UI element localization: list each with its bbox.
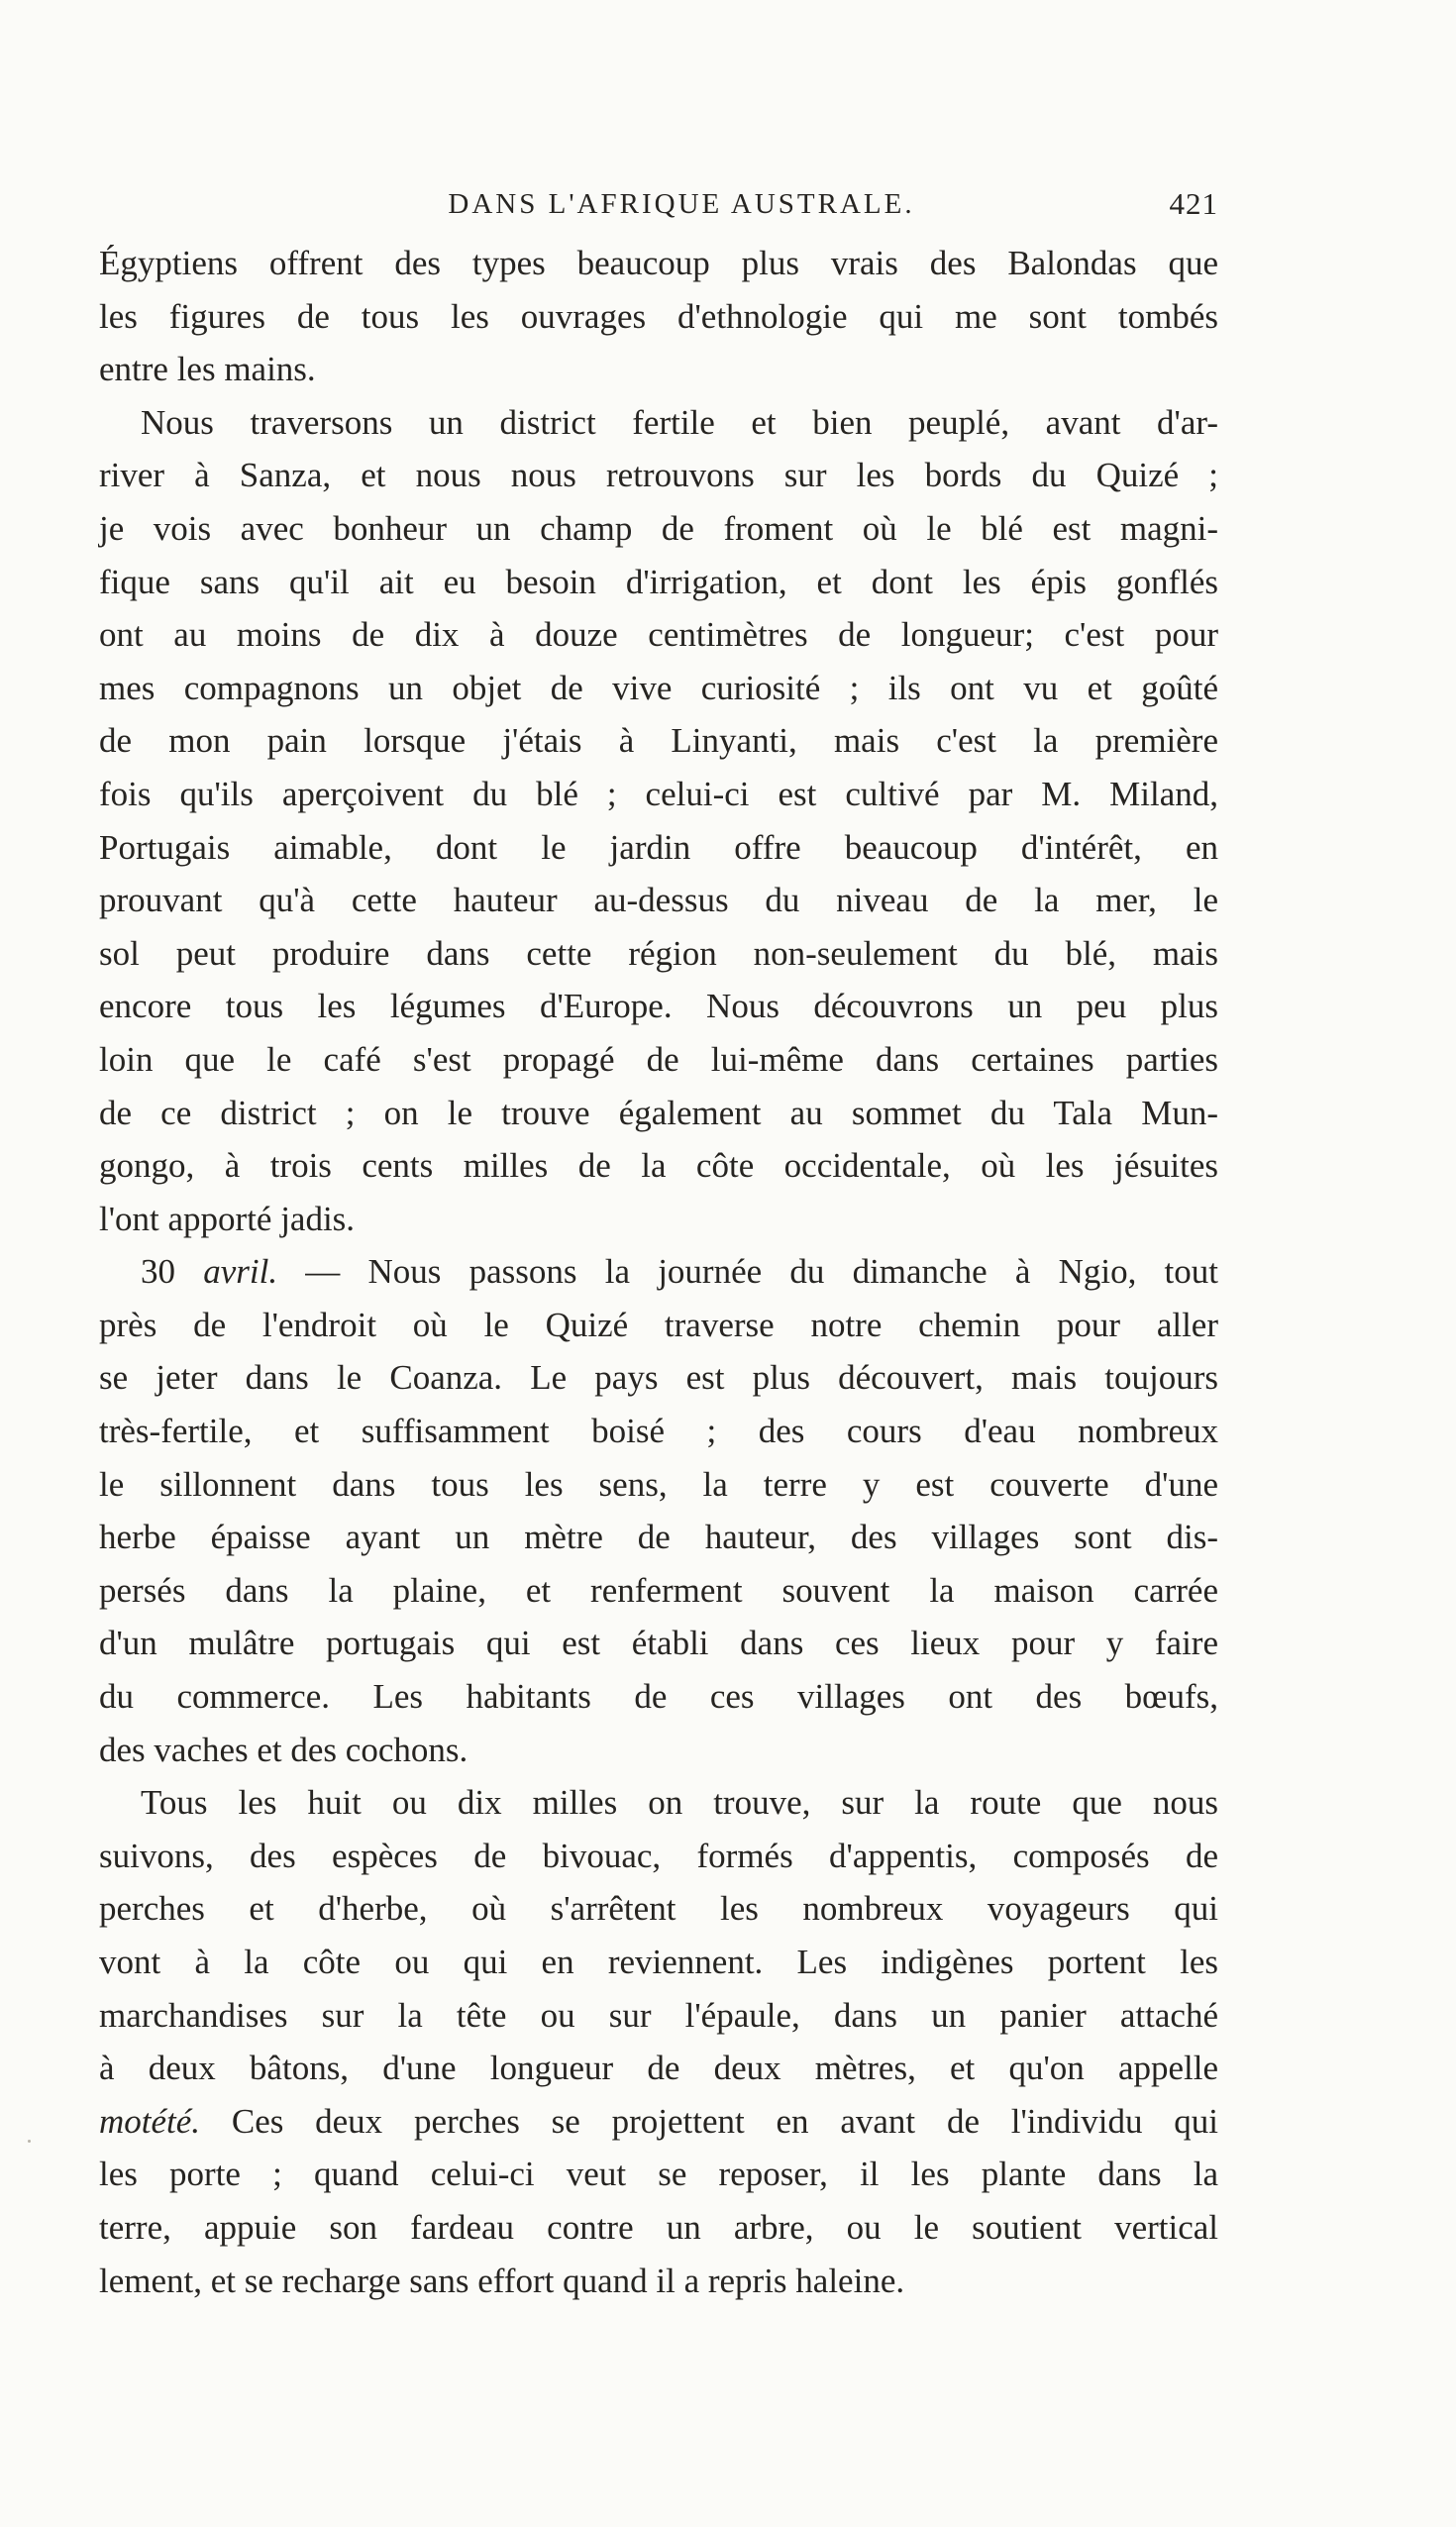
text-line: prouvant qu'à cette hauteur au-dessus du niveau de la mer, le <box>99 881 1218 920</box>
text-line: Portugais aimable, dont le jardin offre beaucoup d'intérêt, en <box>99 827 1218 867</box>
text-line: gongo, à trois cents milles de la côte occidentale, où les jésuites <box>99 1146 1218 1186</box>
text-line: du commerce. Les habitants de ces villages ont des bœufs, <box>99 1677 1218 1717</box>
page-number: 421 <box>1169 186 1218 221</box>
text-line: entre les mains. <box>99 350 316 389</box>
text-line: je vois avec bonheur un champ de froment où le blé est magni- <box>99 508 1218 548</box>
text-line: le sillonnent dans tous les sens, la terre y est couverte d'une <box>99 1464 1218 1504</box>
entry-day: 30 <box>141 1252 175 1292</box>
text-line: les porte ; quand celui-ci veut se reposer, il les plante dans la <box>99 2155 1218 2194</box>
text-line: Égyptiens offrent des types beaucoup plus vrais des Balondas que <box>99 244 1218 282</box>
paragraph-1 <box>99 237 1218 396</box>
text-line: se jeter dans le Coanza. Le pays est plus découvert, mais toujours <box>99 1358 1218 1398</box>
italic-term: motété. <box>99 2101 201 2141</box>
text-line <box>99 2095 1218 2149</box>
text-line: river à Sanza, et nous nous retrouvons sur les bords du Quizé ; <box>99 456 1218 495</box>
text-line: sol peut produire dans cette région non-seulement du blé, mais <box>99 933 1218 973</box>
running-title: DANS L'AFRIQUE AUSTRALE. <box>448 188 915 220</box>
text-line: de ce district ; on le trouve également au sommet du Tala Mun- <box>99 1093 1218 1132</box>
text-line: les figures de tous les ouvrages d'ethnologie qui me sont tombés <box>99 296 1218 336</box>
text-line: de mon pain lorsque j'étais à Linyanti, mais c'est la première <box>99 721 1218 761</box>
running-head <box>99 181 1218 227</box>
paper-speck <box>28 2140 31 2143</box>
text-line: perches et d'herbe, où s'arrêtent les nombreux voyageurs qui <box>99 1889 1218 1929</box>
text-line: à deux bâtons, d'une longueur de deux mètres, et qu'on appelle <box>99 2049 1218 2088</box>
text-line: persés dans la plaine, et renferment souvent la maison carrée <box>99 1570 1218 1610</box>
body-text <box>99 237 1218 2307</box>
text-line: loin que le café s'est propagé de lui-même dans certaines parties <box>99 1039 1218 1079</box>
text-line: d'un mulâtre portugais qui est établi dans ces lieux pour y faire <box>99 1624 1218 1663</box>
text-line: lement, et se recharge sans effort quand il a repris haleine. <box>99 2261 905 2300</box>
text-line: herbe épaisse ayant un mètre de hauteur, des villages sont dis- <box>99 1518 1218 1557</box>
entry-month: avril. <box>203 1252 278 1292</box>
text-line: vont à la côte ou qui en reviennent. Les indigènes portent les <box>99 1943 1218 1981</box>
text-line: mes compagnons un objet de vive curiosité ; ils ont vu et goûté <box>99 668 1218 707</box>
text-line <box>99 1245 1218 1299</box>
paragraph-2 <box>99 396 1218 1246</box>
text-line: fois qu'ils aperçoivent du blé ; celui-ci est cultivé par M. Miland, <box>99 774 1218 813</box>
text-line: encore tous les légumes d'Europe. Nous découvrons un peu plus <box>99 987 1218 1026</box>
entry-text: — Nous passons la journée du dimanche à Ngio, tout <box>277 1252 1218 1292</box>
text-line: marchandises sur la tête ou sur l'épaule, dans un panier attaché <box>99 1995 1218 2035</box>
text-line: terre, appuie son fardeau contre un arbre, ou le soutient vertical <box>99 2207 1218 2247</box>
line-rest: Ces deux perches se projettent en avant de l'individu qui <box>200 2101 1218 2141</box>
text-line: ont au moins de dix à douze centimètres de longueur; c'est pour <box>99 615 1218 655</box>
text-line: l'ont apporté jadis. <box>99 1199 356 1238</box>
paragraph-3 <box>99 1245 1218 1776</box>
text-line: fique sans qu'il ait eu besoin d'irrigation, et dont les épis gonflés <box>99 562 1218 601</box>
text-line: près de l'endroit où le Quizé traverse notre chemin pour aller <box>99 1305 1218 1344</box>
text-line: des vaches et des cochons. <box>99 1730 468 1769</box>
text-line: très-fertile, et suffisamment boisé ; des cours d'eau nombreux <box>99 1412 1218 1451</box>
paragraph-4 <box>99 1776 1218 2307</box>
text-line: Tous les huit ou dix milles on trouve, sur la route que nous <box>141 1783 1218 1823</box>
text-line: suivons, des espèces de bivouac, formés d'appentis, composés de <box>99 1836 1218 1875</box>
text-line: Nous traversons un district fertile et bien peuplé, avant d'ar- <box>141 402 1218 442</box>
